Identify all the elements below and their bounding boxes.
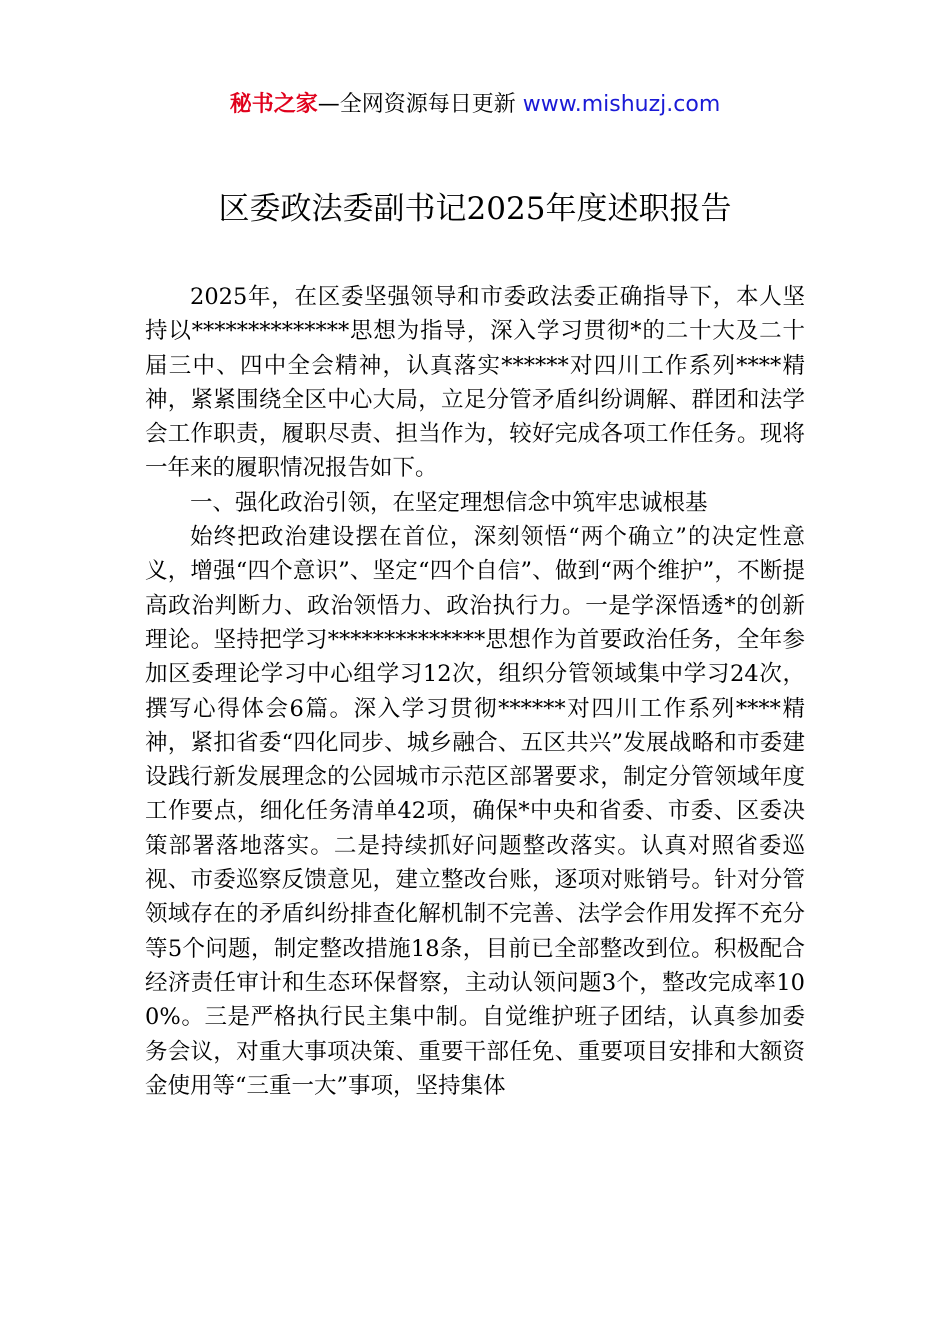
intro-paragraph: 2025年，在区委坚强领导和市委政法委正确指导下，本人坚持以**************思想为指导，深入学习贯彻*的二十大及二十届三中、四中全会精神，认真落实******对四川工作系列****精神，紧紧围绕全区中心大局，立足分管矛盾纠纷调解、群团和法学会工作职责，履职尽责、担当作为，较好完成各项工作任务。现将一年来的履职情况报告如下。 <box>145 284 805 482</box>
site-tagline: —全网资源每日更新 <box>317 92 523 117</box>
document-title: 区委政法委副书记2025年度述职报告 <box>218 191 732 227</box>
section-heading-1: 一、强化政治引领，在坚定理想信念中筑牢忠诚根基 <box>190 489 708 516</box>
section-1-paragraph: 始终把政治建设摆在首位，深刻领悟“两个确立”的决定性意义，增强“四个意识”、坚定“四个自信”、做到“两个维护”，不断提高政治判断力、政治领悟力、政治执行力。一是学深悟透*的创新理论。坚持把学习**************思想作为首要政治任务，全年参加区委理论学习中心组学习12次，组织分管领域集中学习24次，撰写心得体会6篇。深入学习贯彻******对四川工作系列****精神，紧扣省委“四化同步、城乡融合、五区共兴”发展战略和市委建设践行新发展理念的公园城市示范区部署要求，制定分管领域年度工作要点，细化任务清单42项，确保*中央和省委、市委、区委决策部署落地落实。二是持续抓好问题整改落实。认真对照省委巡视、市委巡察反馈意见，建立整改台账，逐项对账销号。针对分管领域存在的矛盾纠纷排查化解机制不完善、法学会作用发挥不充分等5个问题，制定整改措施18条，目前已全部整改到位。积极配合经济责任审计和生态环保督察，主动认领问题3个，整改完成率100%。三是严格执行民主集中制。自觉维护班子团结，认真参加委务会议，对重大事项决策、重要干部任免、重要项目安排和大额资金使用等“三重一大”事项，坚持集体 <box>145 524 805 1099</box>
document-body <box>145 280 805 1103</box>
site-brand[interactable]: 秘书之家 <box>229 92 318 117</box>
site-url-link[interactable]: www.mishuzj.com <box>522 92 721 117</box>
site-header <box>0 88 950 122</box>
